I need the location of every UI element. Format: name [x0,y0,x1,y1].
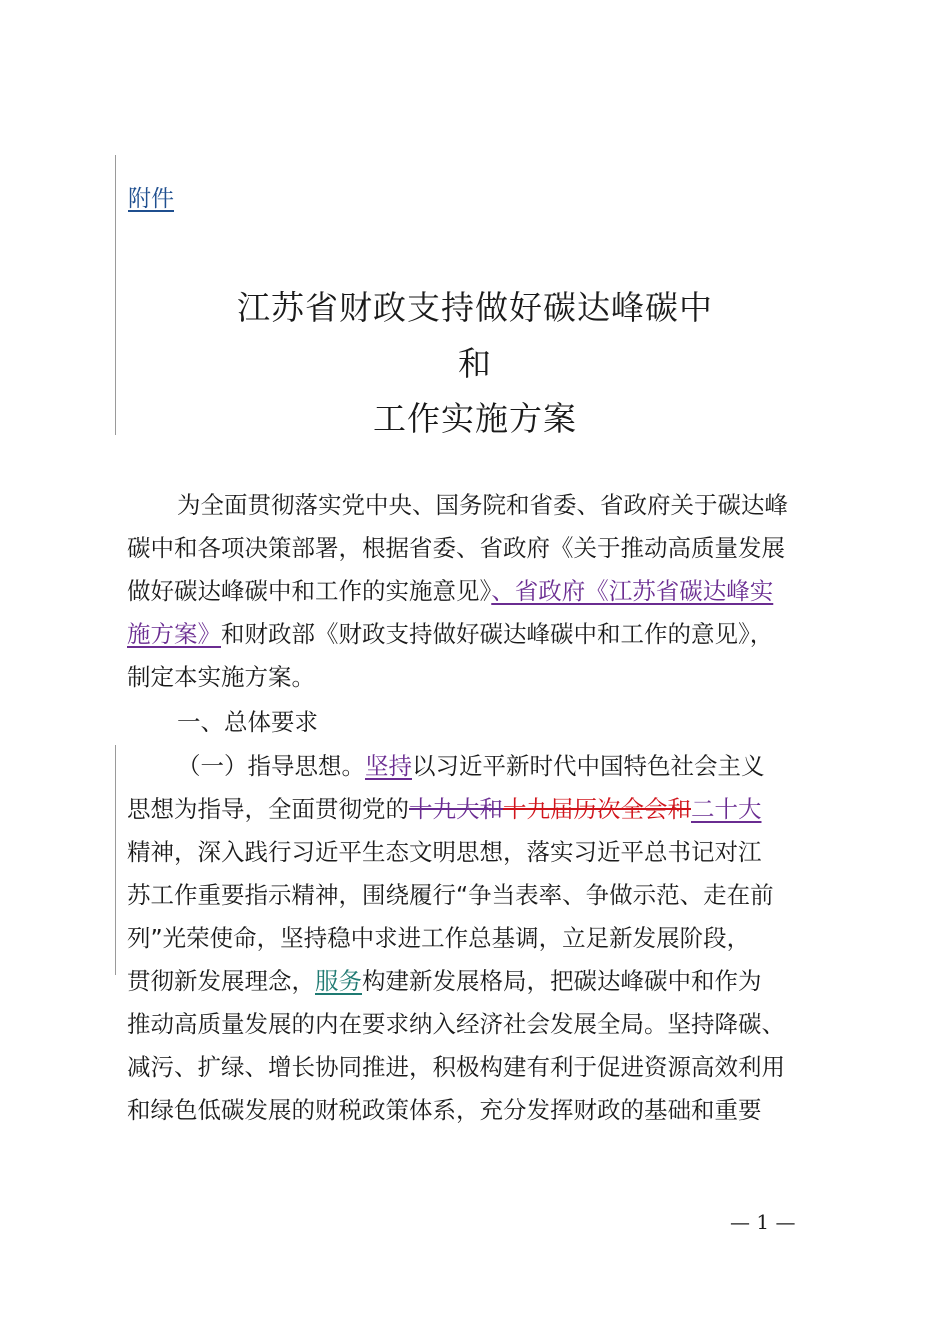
text-run: 做好碳达峰碳中和工作的实施意见》 [127,577,492,605]
page-number: — 1 — [730,1210,796,1234]
inserted-text[interactable]: 二十大 [691,795,762,823]
inserted-text[interactable]: 施方案》 [127,620,221,648]
inserted-text[interactable]: 、省政府《江苏省碳达峰实 [491,577,774,605]
deleted-text[interactable]: 十九大和 [409,795,503,823]
text-line [127,745,827,788]
text-line: 为全面贯彻落实党中央、国务院和省委、省政府关于碳达峰 [177,491,788,519]
text-line: 推动高质量发展的内在要求纳入经济社会发展全局。坚持降碳、 [127,1010,785,1038]
text-line [127,613,827,656]
inserted-text[interactable]: 坚持 [365,752,412,780]
text-run: （一）指导思想。 [177,752,365,780]
text-run: 和财政部《财政支持做好碳达峰碳中和工作的意见》， [221,620,774,648]
text-line [127,788,827,831]
text-line: 和绿色低碳发展的财税政策体系，充分发挥财政的基础和重要 [127,1096,762,1124]
paragraph-guiding-ideology [127,745,827,1132]
inserted-text[interactable]: 服务 [315,967,362,995]
title-line-2: 和 [458,344,492,383]
title-line-1: 江苏省财政支持做好碳达峰碳中 [237,288,713,327]
text-line: 制定本实施方案。 [127,663,315,691]
text-line [127,570,827,613]
attachment-label[interactable]: 附件 [128,186,174,212]
section-heading-1 [127,701,827,744]
text-line: 精神，深入践行习近平生态文明思想，落实习近平总书记对江 [127,838,762,866]
change-bar-middle [115,745,116,975]
text-line: 列”光荣使命，坚持稳中求进工作总基调，立足新发展阶段， [127,924,751,952]
title-line-3: 工作实施方案 [373,399,577,438]
paragraph-intro [127,484,827,699]
text-run: 构建新发展格局，把碳达峰碳中和作为 [362,967,762,995]
text-run: 贯彻新发展理念， [127,967,315,995]
heading-text: 一、总体要求 [177,708,318,736]
text-line: 碳中和各项决策部署，根据省委、省政府《关于推动高质量发展 [127,534,785,562]
deleted-text[interactable]: 十九届历次全会和 [503,795,691,823]
text-line: 减污、扩绿、增长协同推进，积极构建有利于促进资源高效利用 [127,1053,785,1081]
text-line [127,960,827,1003]
text-run: 思想为指导，全面贯彻党的 [127,795,409,823]
text-run: 以习近平新时代中国特色社会主义 [412,752,765,780]
text-line: 苏工作重要指示精神，围绕履行“争当表率、争做示范、走在前 [127,881,774,909]
